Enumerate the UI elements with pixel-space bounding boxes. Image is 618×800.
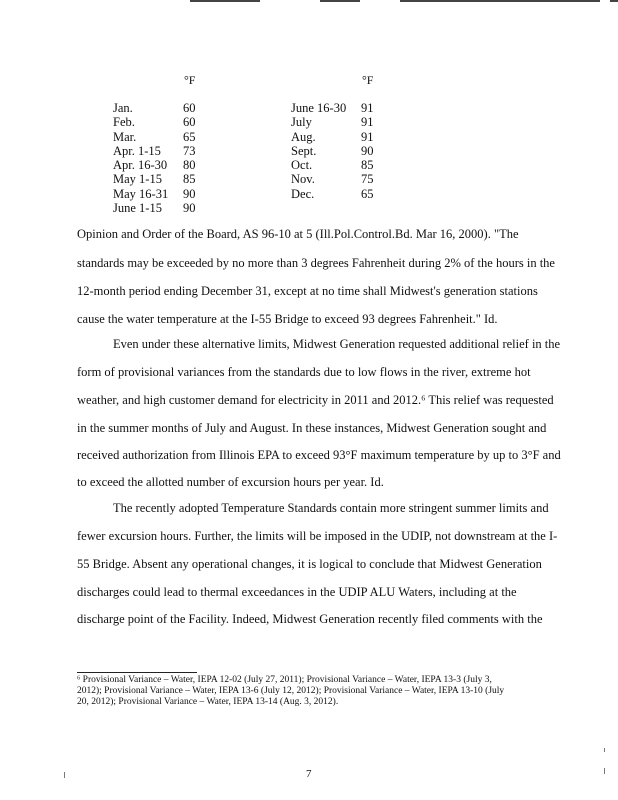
- table-row: [113, 172, 213, 186]
- table-row: [113, 201, 213, 215]
- month-cell: Mar.: [113, 129, 137, 144]
- text-line: form of provisional variances from the standards due to low flows in the river, extreme hot: [77, 365, 531, 379]
- table-row: [291, 101, 391, 115]
- scan-speck: [64, 772, 65, 778]
- temp-cell: 65: [361, 186, 374, 201]
- footnote-line: 2012); Provisional Variance – Water, IEPA 13-6 (July 12, 2012); Provisional Variance – Water, IEPA 13-10 (July: [77, 686, 505, 696]
- month-cell: Apr. 1-15: [113, 143, 161, 158]
- text-line: The recently adopted Temperature Standards contain more stringent summer limits and: [113, 501, 549, 515]
- temp-cell: 80: [183, 158, 196, 173]
- temp-cell: 90: [361, 143, 374, 158]
- temp-cell: 91: [361, 115, 374, 130]
- table-row: [291, 187, 391, 201]
- temp-cell: 60: [183, 115, 196, 130]
- month-cell: June 16-30: [291, 101, 347, 115]
- temp-cell: 90: [183, 201, 196, 216]
- text-line: Even under these alternative limits, Midwest Generation requested additional relief in the: [113, 337, 561, 351]
- month-cell: July: [291, 115, 312, 130]
- table-row: [291, 172, 391, 186]
- table-row: [291, 115, 391, 129]
- month-cell: Sept.: [291, 143, 317, 158]
- text-line: weather, and high customer demand for electricity in 2011 and 2012.⁶ This relief was requested: [77, 393, 554, 407]
- table-row: [291, 130, 391, 144]
- month-cell: Jan.: [113, 101, 133, 115]
- month-cell: May 1-15: [113, 172, 162, 187]
- scan-speck: [604, 768, 605, 774]
- month-cell: Oct.: [291, 158, 313, 173]
- month-cell: Nov.: [291, 172, 315, 187]
- month-cell: May 16-31: [113, 186, 169, 201]
- temp-cell: 85: [183, 172, 196, 187]
- table-row: [113, 130, 213, 144]
- temp-cell: 85: [361, 158, 374, 173]
- temperature-table-right: [291, 101, 391, 201]
- temp-cell: 73: [183, 143, 196, 158]
- text-line: discharge point of the Facility. Indeed, Midwest Generation recently filed comments with the: [77, 612, 543, 626]
- month-cell: Aug.: [291, 129, 316, 144]
- scan-edge-marks: [60, 0, 618, 2]
- table-row: [291, 158, 391, 172]
- text-line: in the summer months of July and August. In these instances, Midwest Generation sought and: [77, 421, 547, 435]
- temp-cell: 60: [183, 101, 196, 115]
- month-cell: Dec.: [291, 186, 315, 201]
- temp-cell: 65: [183, 129, 196, 144]
- footnote-separator: [77, 672, 197, 673]
- month-cell: June 1-15: [113, 201, 162, 216]
- month-cell: Apr. 16-30: [113, 158, 168, 173]
- unit-header-right: °F: [362, 73, 374, 87]
- text-line: 55 Bridge. Absent any operational changes, it is logical to conclude that Midwest Generation: [77, 557, 542, 571]
- table-row: [291, 144, 391, 158]
- text-line: fewer excursion hours. Further, the limits will be imposed in the UDIP, not downstream at the I-: [77, 529, 558, 543]
- temperature-table-left: [113, 101, 213, 215]
- table-row: [113, 101, 213, 115]
- page-number: 7: [306, 768, 312, 780]
- month-cell: Feb.: [113, 115, 135, 130]
- text-line: Opinion and Order of the Board, AS 96-10 at 5 (Ill.Pol.Control.Bd. Mar 16, 2000). "The: [77, 227, 519, 241]
- text-line: discharges could lead to thermal exceedances in the UDIP ALU Waters, including at the: [77, 585, 517, 599]
- table-row: [113, 115, 213, 129]
- temp-cell: 90: [183, 186, 196, 201]
- text-line: 12-month period ending December 31, except at no time shall Midwest's generation stations: [77, 284, 538, 298]
- temp-cell: 91: [361, 129, 374, 144]
- scan-speck: [604, 748, 605, 752]
- table-row: [113, 144, 213, 158]
- footnote-line: ⁶ Provisional Variance – Water, IEPA 12-02 (July 27, 2011); Provisional Variance – Water, IEPA 13-3 (July 3,: [77, 675, 492, 685]
- unit-header-left: °F: [184, 73, 196, 87]
- footnote-6: [77, 675, 547, 708]
- text-line: standards may be exceeded by no more than 3 degrees Fahrenheit during 2% of the hours in the: [77, 256, 555, 270]
- table-row: [113, 158, 213, 172]
- table-row: [113, 187, 213, 201]
- temp-cell: 75: [361, 172, 374, 187]
- text-line: to exceed the allotted number of excursion hours per year. Id.: [77, 475, 384, 489]
- text-line: cause the water temperature at the I-55 Bridge to exceed 93 degrees Fahrenheit." Id.: [77, 312, 498, 326]
- temp-cell: 91: [361, 101, 374, 115]
- text-line: received authorization from Illinois EPA to exceed 93°F maximum temperature by up to 3°F and: [77, 448, 561, 462]
- footnote-line: 20, 2012); Provisional Variance – Water, IEPA 13-14 (Aug. 3, 2012).: [77, 697, 339, 707]
